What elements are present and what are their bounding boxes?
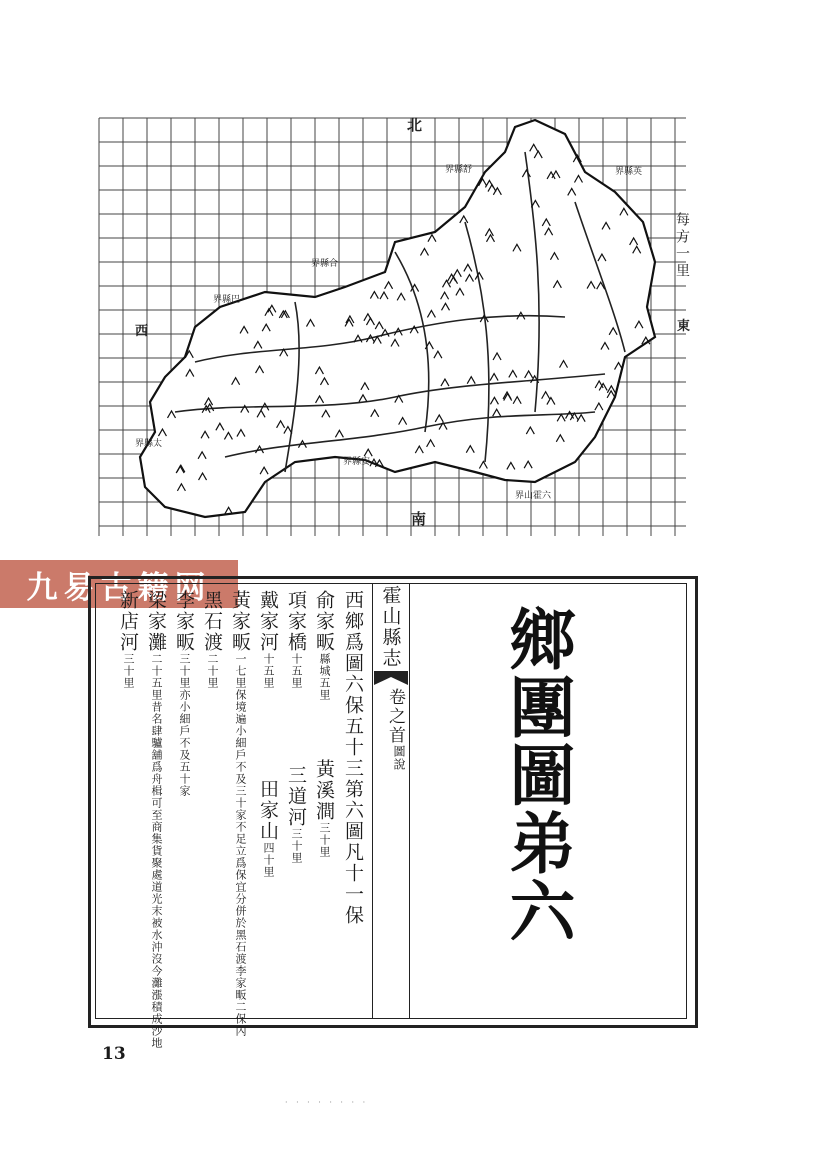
region-map [95, 112, 690, 542]
entry-column [146, 590, 165, 1049]
main-heading: 西鄉爲圖六保五十三第六圖凡十一保 [342, 590, 364, 926]
entry-name: 黃溪澗 [313, 759, 335, 822]
entry-note: 一七里保境遍小細戶不及三十家不足立爲保宜分併於黑石渡李家畈二保內 [234, 653, 247, 1037]
entry-column [314, 590, 333, 858]
entry-name: 李家畈 [173, 590, 195, 653]
entry-name: 三道河 [285, 765, 307, 828]
entry-name: 梁家灘 [145, 590, 167, 653]
entry-note: 十五里 [290, 653, 303, 689]
map-scale-note: 每方一里 [674, 212, 690, 280]
map-neighbor-label: 界縣安 [343, 457, 371, 467]
entry-note: 四十里 [262, 842, 275, 878]
map-grid-and-terrain [95, 112, 690, 542]
map-east-label: 東 [677, 319, 691, 334]
entry-name: 新店河 [117, 590, 139, 653]
fold-line-left [372, 583, 373, 1019]
entry-note: 二十里 [206, 653, 219, 689]
entry-name: 俞家畈 [313, 590, 335, 653]
entry-note: 縣城五里 [318, 653, 331, 701]
fold-line-right [409, 583, 410, 1019]
footer-mark: · · · · · · · · [285, 1098, 369, 1107]
map-neighbor-label: 界縣舒 [445, 165, 473, 175]
map-neighbor-label: 界縣英 [615, 167, 643, 177]
entry-name: 黃家畈 [229, 590, 251, 653]
entry-name: 項家橋 [285, 590, 307, 653]
entry-name: 戴家河 [257, 590, 279, 653]
fish-tail-mark [374, 671, 408, 685]
page-number: 13 [102, 1044, 126, 1064]
map-neighbor-label: 界縣合 [311, 259, 339, 269]
entry-column [174, 590, 193, 797]
entry-column [286, 590, 305, 864]
map-south-label: 南 [411, 510, 427, 528]
map-neighbor-label: 界縣太 [135, 439, 163, 449]
book-title: 霍山縣志 [379, 585, 402, 669]
book-volume-sub: 圖說 [392, 745, 406, 771]
entry-note: 三十里亦小細戶不及五十家 [178, 653, 191, 797]
entry-note: 三十里 [318, 822, 331, 858]
entry-note: 二十五里昔名肆驢舖爲舟楫可至商集貨聚處道光末被水沖沒今灘漲積成沙地 [150, 653, 163, 1049]
entry-column [258, 590, 277, 878]
map-neighbor-label: 界山霍六 [515, 491, 552, 501]
watermark-text: 九易古籍网 [26, 569, 212, 606]
entry-note: 三十里 [122, 653, 135, 689]
seal-script-title: 鄉團圖弟六 [498, 605, 576, 945]
entry-note: 三十里 [290, 828, 303, 864]
map-north-label: 北 [407, 116, 423, 134]
entry-column [230, 590, 249, 1037]
entry-note: 十五里 [262, 653, 275, 689]
entry-name: 黑石渡 [201, 590, 223, 653]
map-neighbor-label: 界縣巴 [213, 295, 241, 305]
entry-column [118, 590, 137, 689]
book-volume [374, 688, 408, 771]
entry-name: 田家山 [257, 779, 279, 842]
book-volume-label: 卷之首 [385, 688, 405, 745]
entry-column [202, 590, 221, 689]
map-west-label: 西 [135, 324, 149, 339]
